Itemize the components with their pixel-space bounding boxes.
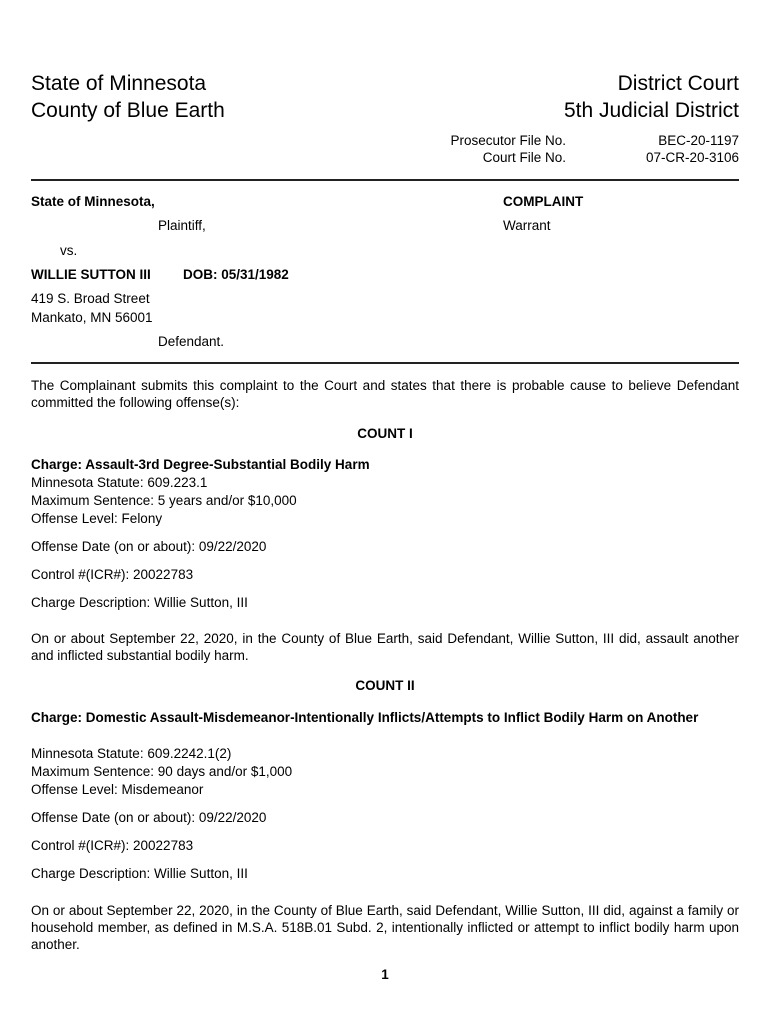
prosecutor-file-label: Prosecutor File No. [450,133,566,148]
count-2-offense-date: Offense Date (on or about): 09/22/2020 [31,810,267,825]
count-2-charge: Charge: Domestic Assault-Misdemeanor-Intentionally Inflicts/Attempts to Inflict Bodily Harm on Another [31,710,699,725]
county-heading: County of Blue Earth [31,99,225,122]
count-1-narrative: On or about September 22, 2020, in the County of Blue Earth, said Defendant, Willie Sutton, III did, assault another and inflicted substantial bodily harm. [31,631,739,663]
count-1-control-number: Control #(ICR#): 20022783 [31,567,194,582]
count-2-offense-level: Offense Level: Misdemeanor [31,782,204,797]
court-heading: District Court [617,72,739,95]
court-file-number: 07-CR-20-3106 [645,150,739,165]
defendant-name: WILLIE SUTTON III [31,267,151,282]
count-2-max-sentence: Maximum Sentence: 90 days and/or $1,000 [31,764,293,779]
count-1-charge-description: Charge Description: Willie Sutton, III [31,595,248,610]
defendant-label: Defendant. [158,334,225,349]
count-1-charge: Charge: Assault-3rd Degree-Substantial Bodily Harm [31,457,370,472]
document-subtype: Warrant [503,218,551,233]
district-heading: 5th Judicial District [563,99,739,122]
count-1-offense-date: Offense Date (on or about): 09/22/2020 [31,539,267,554]
header-divider [31,179,739,181]
versus-text: vs. [60,243,78,258]
defendant-dob: DOB: 05/31/1982 [183,267,289,282]
count-2-heading: COUNT II [355,678,415,693]
plaintiff-label: Plaintiff, [158,218,206,233]
state-heading: State of Minnesota [31,72,207,95]
defendant-address-line1: 419 S. Broad Street [31,291,150,306]
count-2-statute: Minnesota Statute: 609.2242.1(2) [31,746,232,761]
count-1-offense-level: Offense Level: Felony [31,511,163,526]
page-number: 1 [381,967,389,982]
count-1-statute: Minnesota Statute: 609.223.1 [31,475,208,490]
count-2-charge-description: Charge Description: Willie Sutton, III [31,866,248,881]
prosecutor-file-number: BEC-20-1197 [658,133,739,148]
intro-paragraph: The Complainant submits this complaint to the Court and states that there is probable cause to believe Defendant committed the following offense(s): [31,378,739,410]
count-1-max-sentence: Maximum Sentence: 5 years and/or $10,000 [31,493,297,508]
defendant-address-line2: Mankato, MN 56001 [31,310,153,325]
court-file-label: Court File No. [482,150,566,165]
count-2-control-number: Control #(ICR#): 20022783 [31,838,194,853]
count-1-heading: COUNT I [357,426,413,441]
caption-divider [31,362,739,364]
document-type: COMPLAINT [503,194,584,209]
plaintiff-name: State of Minnesota, [31,194,155,209]
count-2-narrative: On or about September 22, 2020, in the County of Blue Earth, said Defendant, Willie Sutton, III did, against a family or household member, as defined in M.S.A. 518B.01 Subd. 2, intentionally inflicted or attempt to inflict bodily harm upon another. [31,903,739,952]
